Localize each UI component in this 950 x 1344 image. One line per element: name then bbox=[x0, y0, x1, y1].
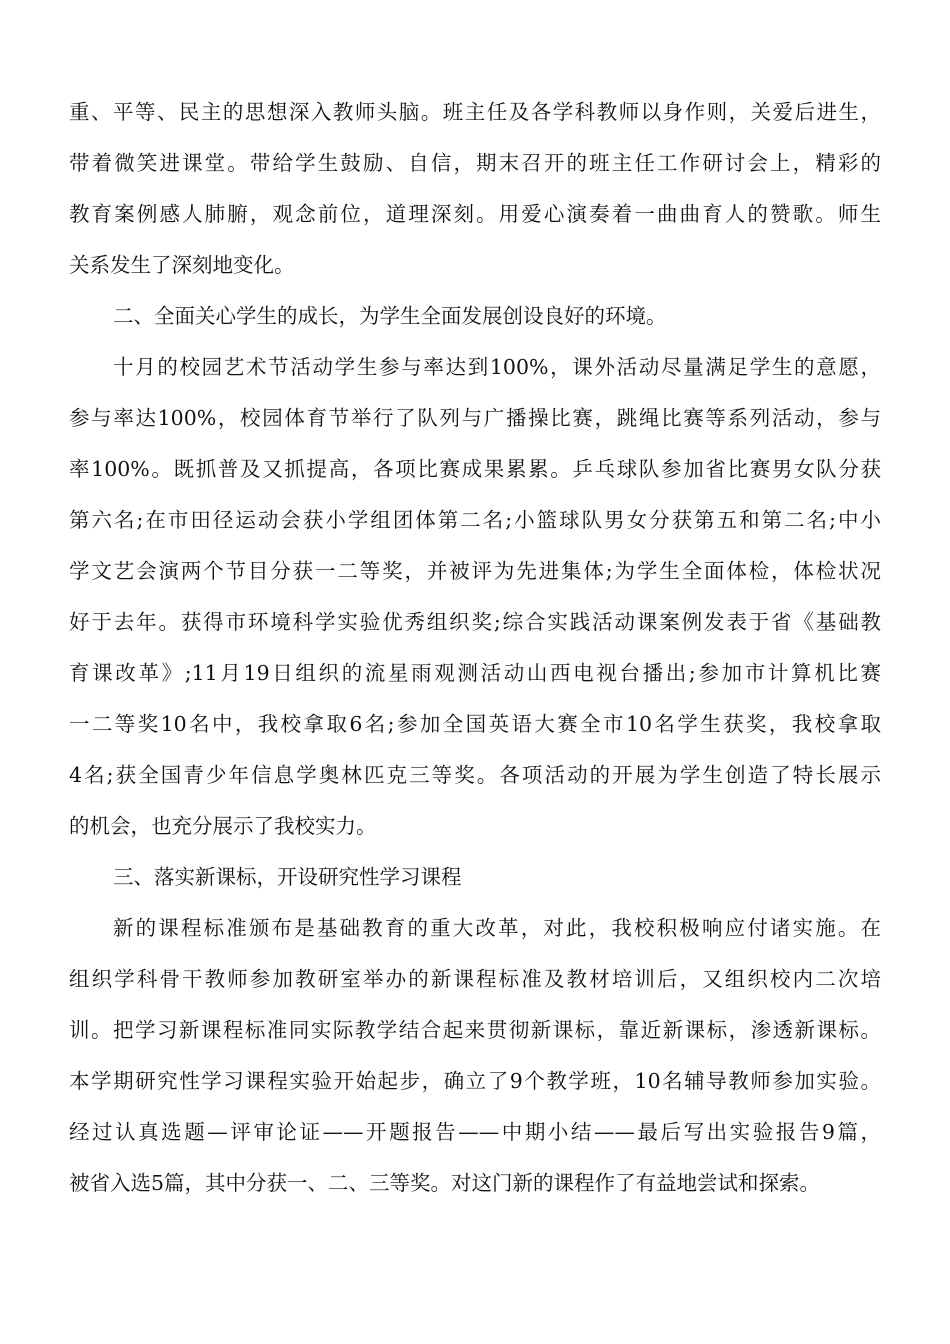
paragraph-1-line-2: 带着微笑进课堂。带给学生鼓励、自信，期末召开的班主任工作研讨会上，精彩的 bbox=[69, 151, 881, 175]
paragraph-2-line-8: 一二等奖10名中，我校拿取6名;参加全国英语大赛全市10名学生获奖，我校拿取 bbox=[69, 712, 881, 736]
section-heading-2: 二、全面关心学生的成长，为学生全面发展创设良好的环境。 bbox=[113, 304, 667, 328]
paragraph-3-line-5: 经过认真选题—评审论证——开题报告——中期小结——最后写出实验报告9篇， bbox=[69, 1120, 881, 1144]
section-heading-3: 三、落实新课标，开设研究性学习课程 bbox=[113, 865, 462, 889]
paragraph-2-line-10: 的机会，也充分展示了我校实力。 bbox=[69, 814, 377, 838]
paragraph-2-line-5: 学文艺会演两个节目分获一二等奖，并被评为先进集体;为学生全面体检，体检状况 bbox=[69, 559, 881, 583]
paragraph-2-line-1: 十月的校园艺术节活动学生参与率达到100%，课外活动尽量满足学生的意愿， bbox=[113, 355, 881, 379]
paragraph-2-line-6: 好于去年。获得市环境科学实验优秀组织奖;综合实践活动课案例发表于省《基础教 bbox=[69, 610, 881, 634]
paragraph-2-line-3: 率100%。既抓普及又抓提高，各项比赛成果累累。乒乓球队参加省比赛男女队分获 bbox=[69, 457, 881, 481]
paragraph-3-line-4: 本学期研究性学习课程实验开始起步，确立了9个教学班，10名辅导教师参加实验。 bbox=[69, 1069, 881, 1093]
paragraph-2-line-9: 4名;获全国青少年信息学奥林匹克三等奖。各项活动的开展为学生创造了特长展示 bbox=[69, 763, 881, 787]
paragraph-3-line-2: 组织学科骨干教师参加教研室举办的新课程标准及教材培训后，又组织校内二次培 bbox=[69, 967, 881, 991]
paragraph-1-line-3: 教育案例感人肺腑，观念前位，道理深刻。用爱心演奏着一曲曲育人的赞歌。师生 bbox=[69, 202, 881, 226]
paragraph-1-line-1: 重、平等、民主的思想深入教师头脑。班主任及各学科教师以身作则，关爱后进生， bbox=[69, 100, 881, 124]
paragraph-3-line-1: 新的课程标准颁布是基础教育的重大改革，对此，我校积极响应付诸实施。在 bbox=[113, 916, 881, 940]
paragraph-3-line-6: 被省入选5篇，其中分获一、二、三等奖。对这门新的课程作了有益地尝试和探索。 bbox=[69, 1171, 821, 1195]
paragraph-2-line-7: 育课改革》;11月19日组织的流星雨观测活动山西电视台播出;参加市计算机比赛 bbox=[69, 661, 881, 685]
paragraph-2-line-4: 第六名;在市田径运动会获小学组团体第二名;小篮球队男女分获第五和第二名;中小 bbox=[69, 508, 881, 532]
paragraph-1-line-4: 关系发生了深刻地变化。 bbox=[69, 253, 295, 277]
paragraph-3-line-3: 训。把学习新课程标准同实际教学结合起来贯彻新课标，靠近新课标，渗透新课标。 bbox=[69, 1018, 881, 1042]
paragraph-2-line-2: 参与率达100%，校园体育节举行了队列与广播操比赛，跳绳比赛等系列活动，参与 bbox=[69, 406, 881, 430]
